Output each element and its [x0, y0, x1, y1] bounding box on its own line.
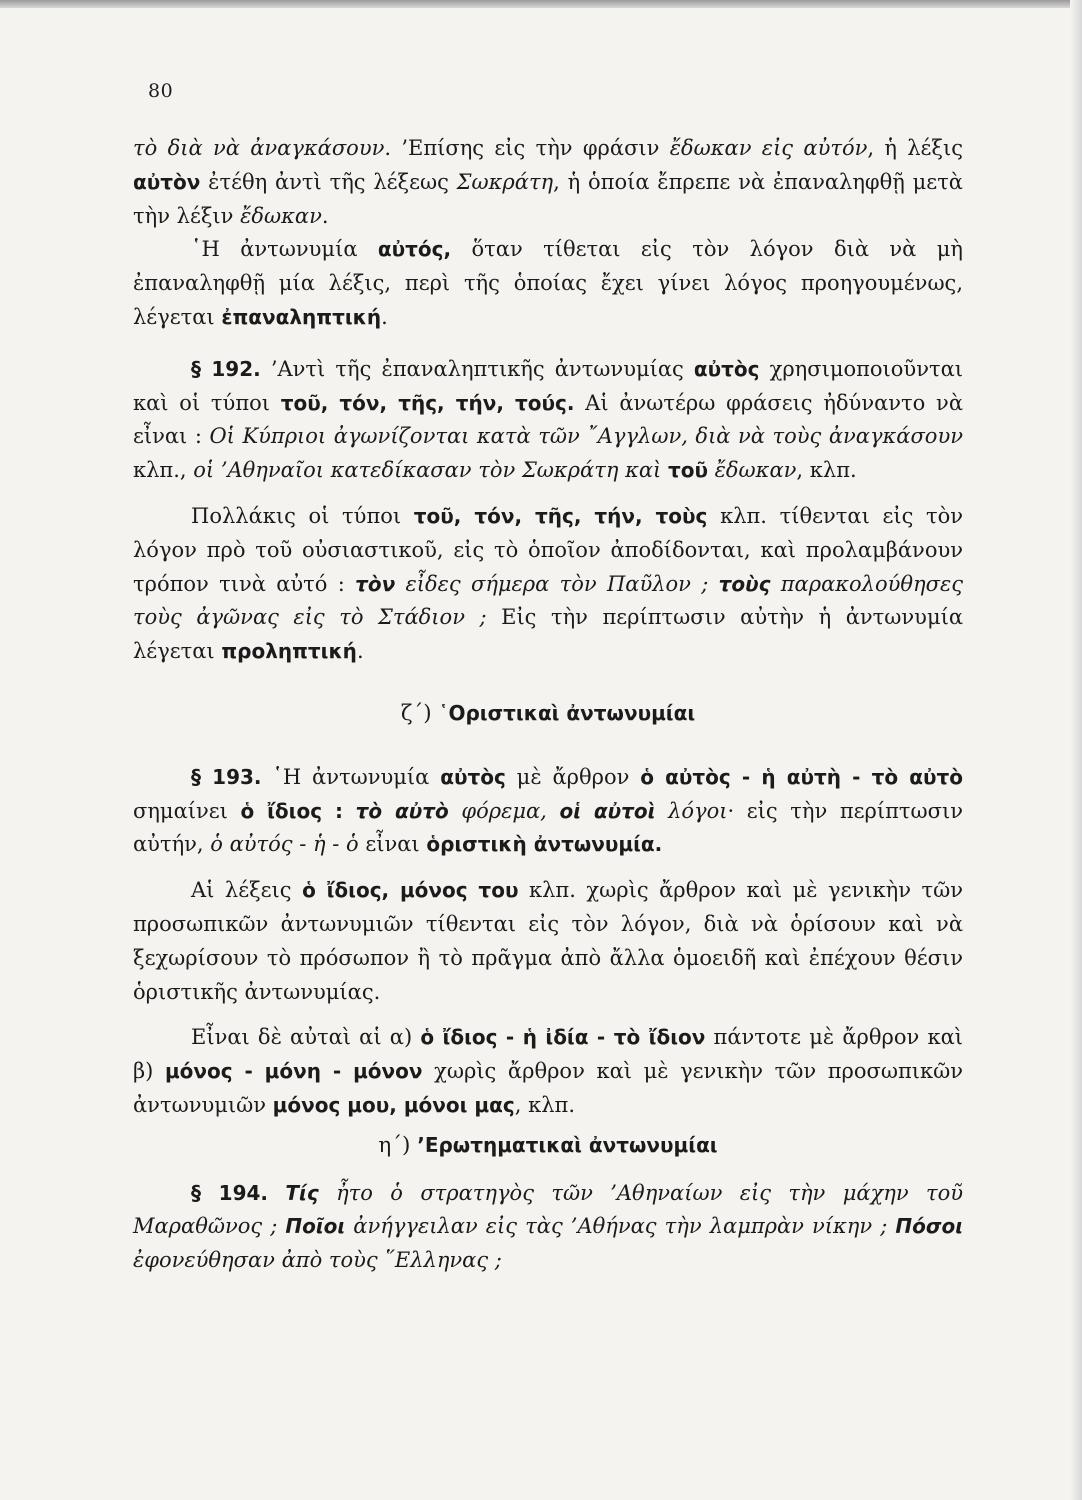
scan-right-edge [1070, 0, 1082, 1500]
paragraph-idios: Αἱ λέξεις ὁ ἴδιος, μόνος του κλπ. χωρὶς ἄρθρον καὶ μὲ γενικὴν τῶν προσωπικῶν ἀντωνυμιῶν τίθενται εἰς τὸν λόγον, διὰ νὰ ὁρίσουν καὶ νὰ ξεχωρίσουν τὸ πρόσωπον ἢ τὸ πρᾶγμα ἀπὸ ἄλλα ὁμοειδῆ καὶ ἐπέχουν θέσιν ὁριστικῆς ἀντωνυμίας. [133, 878, 963, 1004]
page-body [133, 132, 963, 1278]
paragraph-types: Εἶναι δὲ αὐταὶ αἱ α) ὁ ἴδιος - ἡ ἰδία - τὸ ἴδιον πάντοτε μὲ ἄρθρον καὶ β) μόνος - μόνη - μόνον χωρὶς ἄρθρον καὶ μὲ γενικὴν τῶν προσωπικῶν ἀντωνυμιῶν μόνος μου, μόνοι μας, κλπ. [133, 1025, 964, 1117]
paragraph-prolepsis: Πολλάκις οἱ τύποι τοῦ, τόν, τῆς, τήν, τοὺς κλπ. τίθενται εἰς τὸν λόγον πρὸ τοῦ οὐσιαστικοῦ, εἰς τὸ ὁποῖον ἀποδίδονται, καὶ προλαμβάνουν τρόπον τινὰ αὐτό : τὸν εἶδες σήμερα τὸν Παῦλον ; τοὺς παρακολούθησες τοὺς ἀγῶνας εἰς τὸ Στάδιον ; Εἰς τὴν περίπτωσιν αὐτὴν ἡ ἀντωνυμία λέγεται προληπτική. [133, 503, 964, 664]
section-192: § 192. ’Αντὶ τῆς ἐπαναληπτικῆς ἀντωνυμίας αὐτὸς χρησιμοποιοῦνται καὶ οἱ τύποι τοῦ, τόν, τῆς, τήν, τούς. Αἱ ἀνωτέρω φράσεις ἠδύναντο νὰ εἶναι : Οἱ Κύπριοι ἀγωνίζονται κατὰ τῶν ῎Αγγλων, διὰ νὰ τοὺς ἀναγκάσουν κλπ., οἱ ’Αθηναῖοι κατεδίκασαν τὸν Σωκράτη καὶ τοῦ ἔδωκαν, κλπ. [133, 356, 963, 483]
scan-top-edge [0, 0, 1082, 8]
section-193: § 193. ῾Η ἀντωνυμία αὐτὸς μὲ ἄρθρον ὁ αὐτὸς - ἡ αὐτὴ - τὸ αὐτὸ σημαίνει ὁ ἴδιος : τὸ αὐτὸ φόρεμα, οἱ αὐτοὶ λόγοι· εἰς τὴν περίπτωσιν αὐτήν, ὁ αὐτός - ἡ - ὁ εἶναι ὁριστικὴ ἀντωνυμία. [133, 764, 963, 857]
paragraph-2: ῾Η ἀντωνυμία αὐτός, ὅταν τίθεται εἰς τὸν λόγον διὰ νὰ μὴ ἐπαναληφθῇ μία λέξις, περὶ τῆς ὁποίας ἔχει γίνει λόγος προηγουμένως, λέγεται ἐπαναληπτική. [133, 237, 963, 329]
section-194: § 194. Τίς ἦτο ὁ στρατηγὸς τῶν ’Αθηναίων εἰς τὴν μάχην τοῦ Μαραθῶνος ; Ποῖοι ἀνήγγειλαν εἰς τὰς ’Αθήνας τὴν λαμπρὰν νίκην ; Πόσοι ἐφονεύθησαν ἀπὸ τοὺς ῞Ελληνας ; [133, 1180, 964, 1273]
page-number: 80 [148, 80, 174, 102]
paragraph-1: τὸ διὰ νὰ ἀναγκάσουν. ’Επίσης εἰς τὴν φράσιν ἔδωκαν εἰς αὐτόν, ἡ λέξις αὐτὸν ἐτέθη ἀντὶ τῆς λέξεως Σωκράτη, ἡ ὁποία ἔπρεπε νὰ ἐπαναληφθῇ μετὰ τὴν λέξιν ἔδωκαν. [133, 136, 963, 228]
heading-interrogative-pronouns: η΄) ’Ερωτηματικαὶ ἀντωνυμίαι [378, 1132, 718, 1158]
heading-definite-pronouns: ζ΄) ῾Οριστικαὶ ἀντωνυμίαι [400, 700, 696, 726]
